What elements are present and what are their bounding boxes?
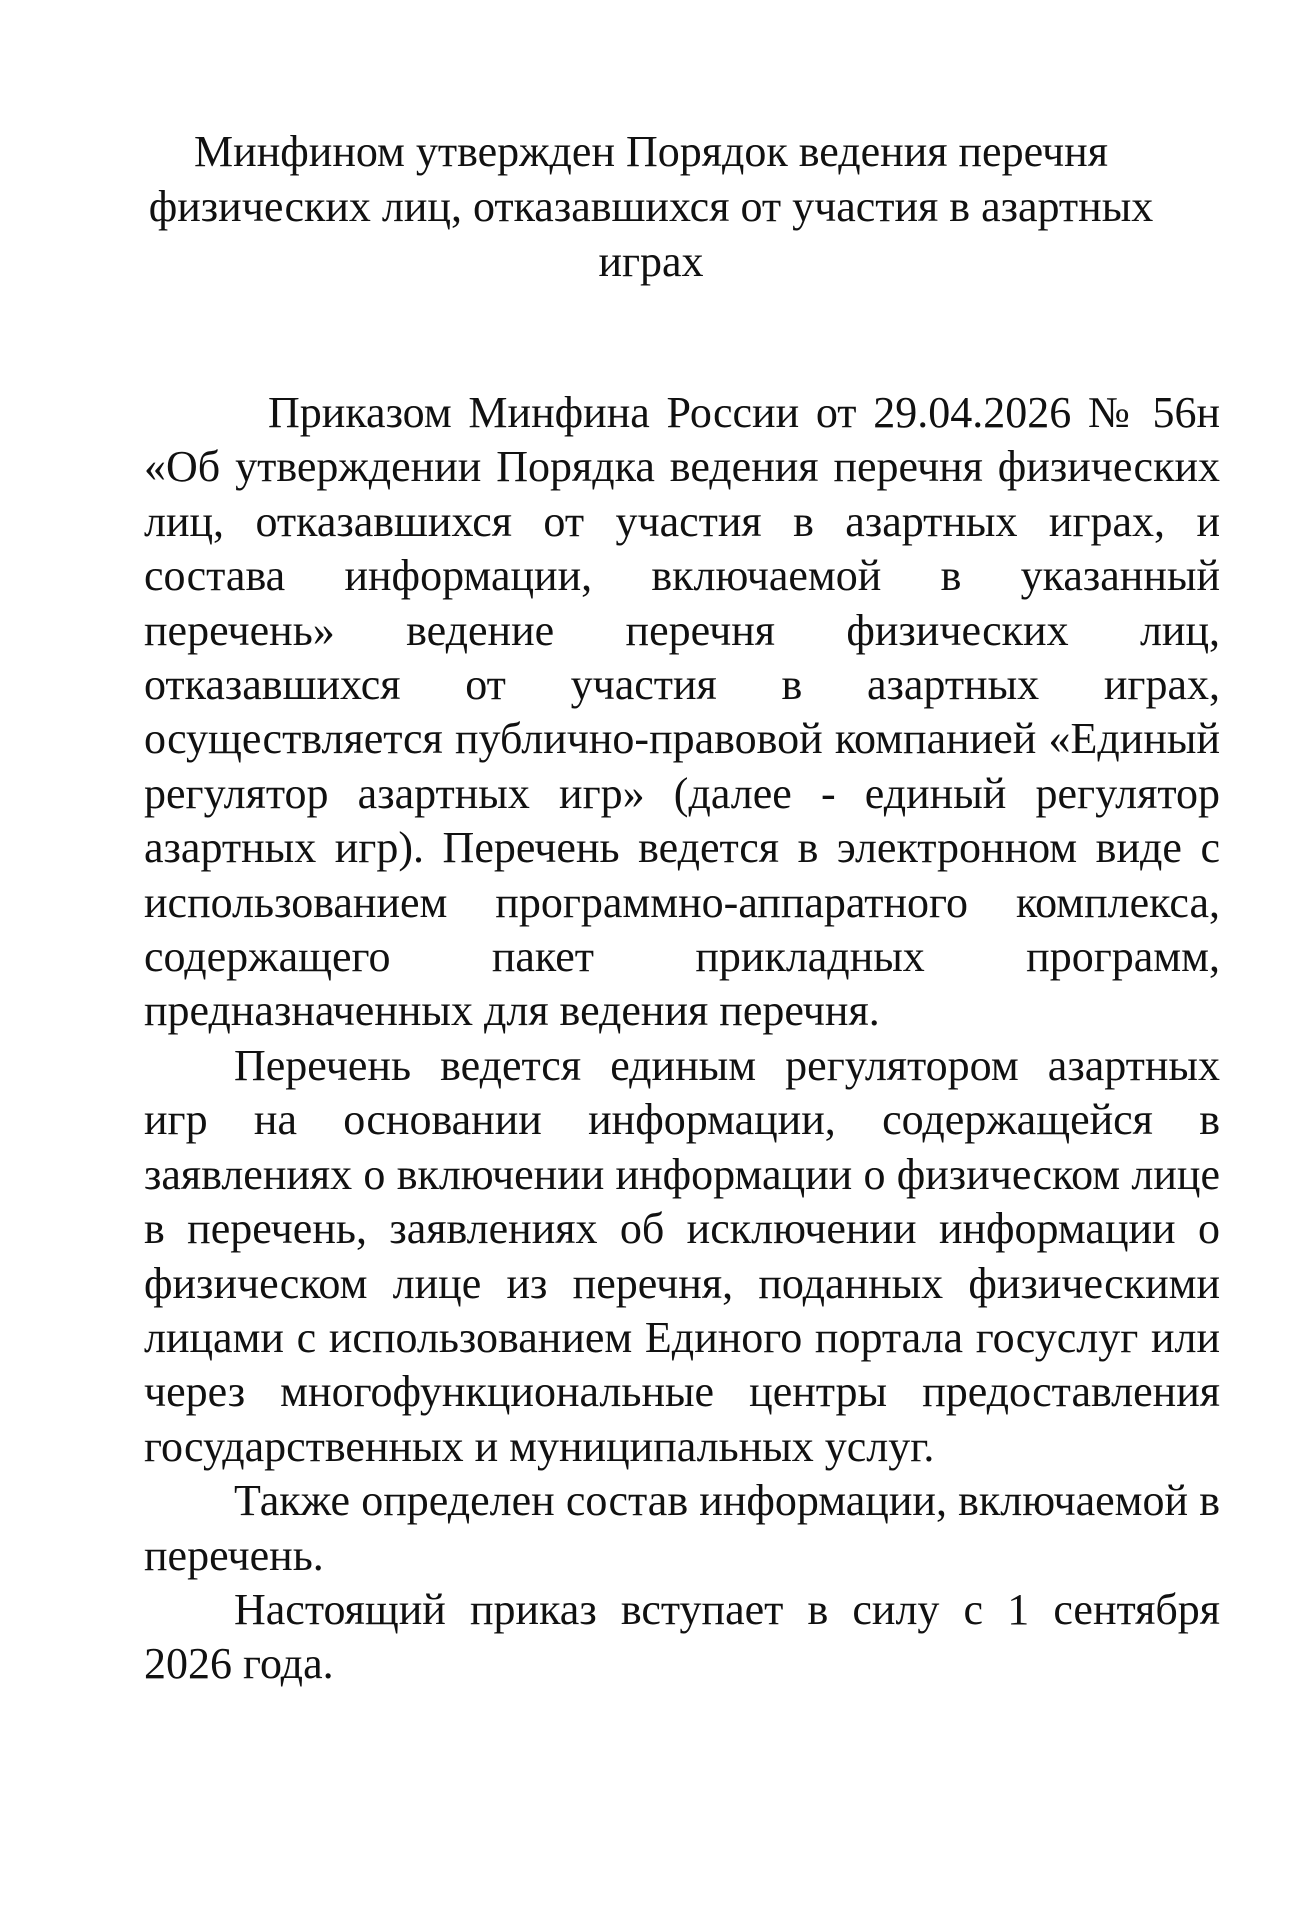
paragraph-list-basis: Перечень ведется единым регулятором азартных игр на основании информации, содержащейся в заявлениях о включении информации о физическом лице в перечень, заявлениях об исключении информации о физическом лице из перечня, поданных физическими лицами с использованием Единого портала госуслуг или через многофункциональные центры предоставления государственных и муниципальных услуг.: [144, 1040, 1220, 1471]
paragraph-information-composition: Также определен состав информации, включаемой в перечень.: [144, 1476, 1220, 1580]
document-body: [144, 386, 1220, 1692]
paragraph-order-description: Приказом Минфина России от 29.04.2026 № 56н «Об утверждении Порядка ведения перечня физических лиц, отказавшихся от участия в азартных играх, и состава информации, включаемой в указанный перечень» ведение перечня физических лиц, отказавшихся от участия в азартных играх, осуществляется публично-правовой компанией «Единый регулятор азартных игр» (далее - единый регулятор азартных игр). Перечень ведется в электронном виде с использованием программно-аппаратного комплекса, содержащего пакет прикладных программ, предназначенных для ведения перечня.: [144, 388, 1220, 1036]
document-title: Минфином утвержден Порядок ведения перечня физических лиц, отказавшихся от участия в азартных играх: [148, 127, 1154, 286]
paragraph-effective-date: Настоящий приказ вступает в силу с 1 сентября 2026 года.: [144, 1584, 1220, 1689]
